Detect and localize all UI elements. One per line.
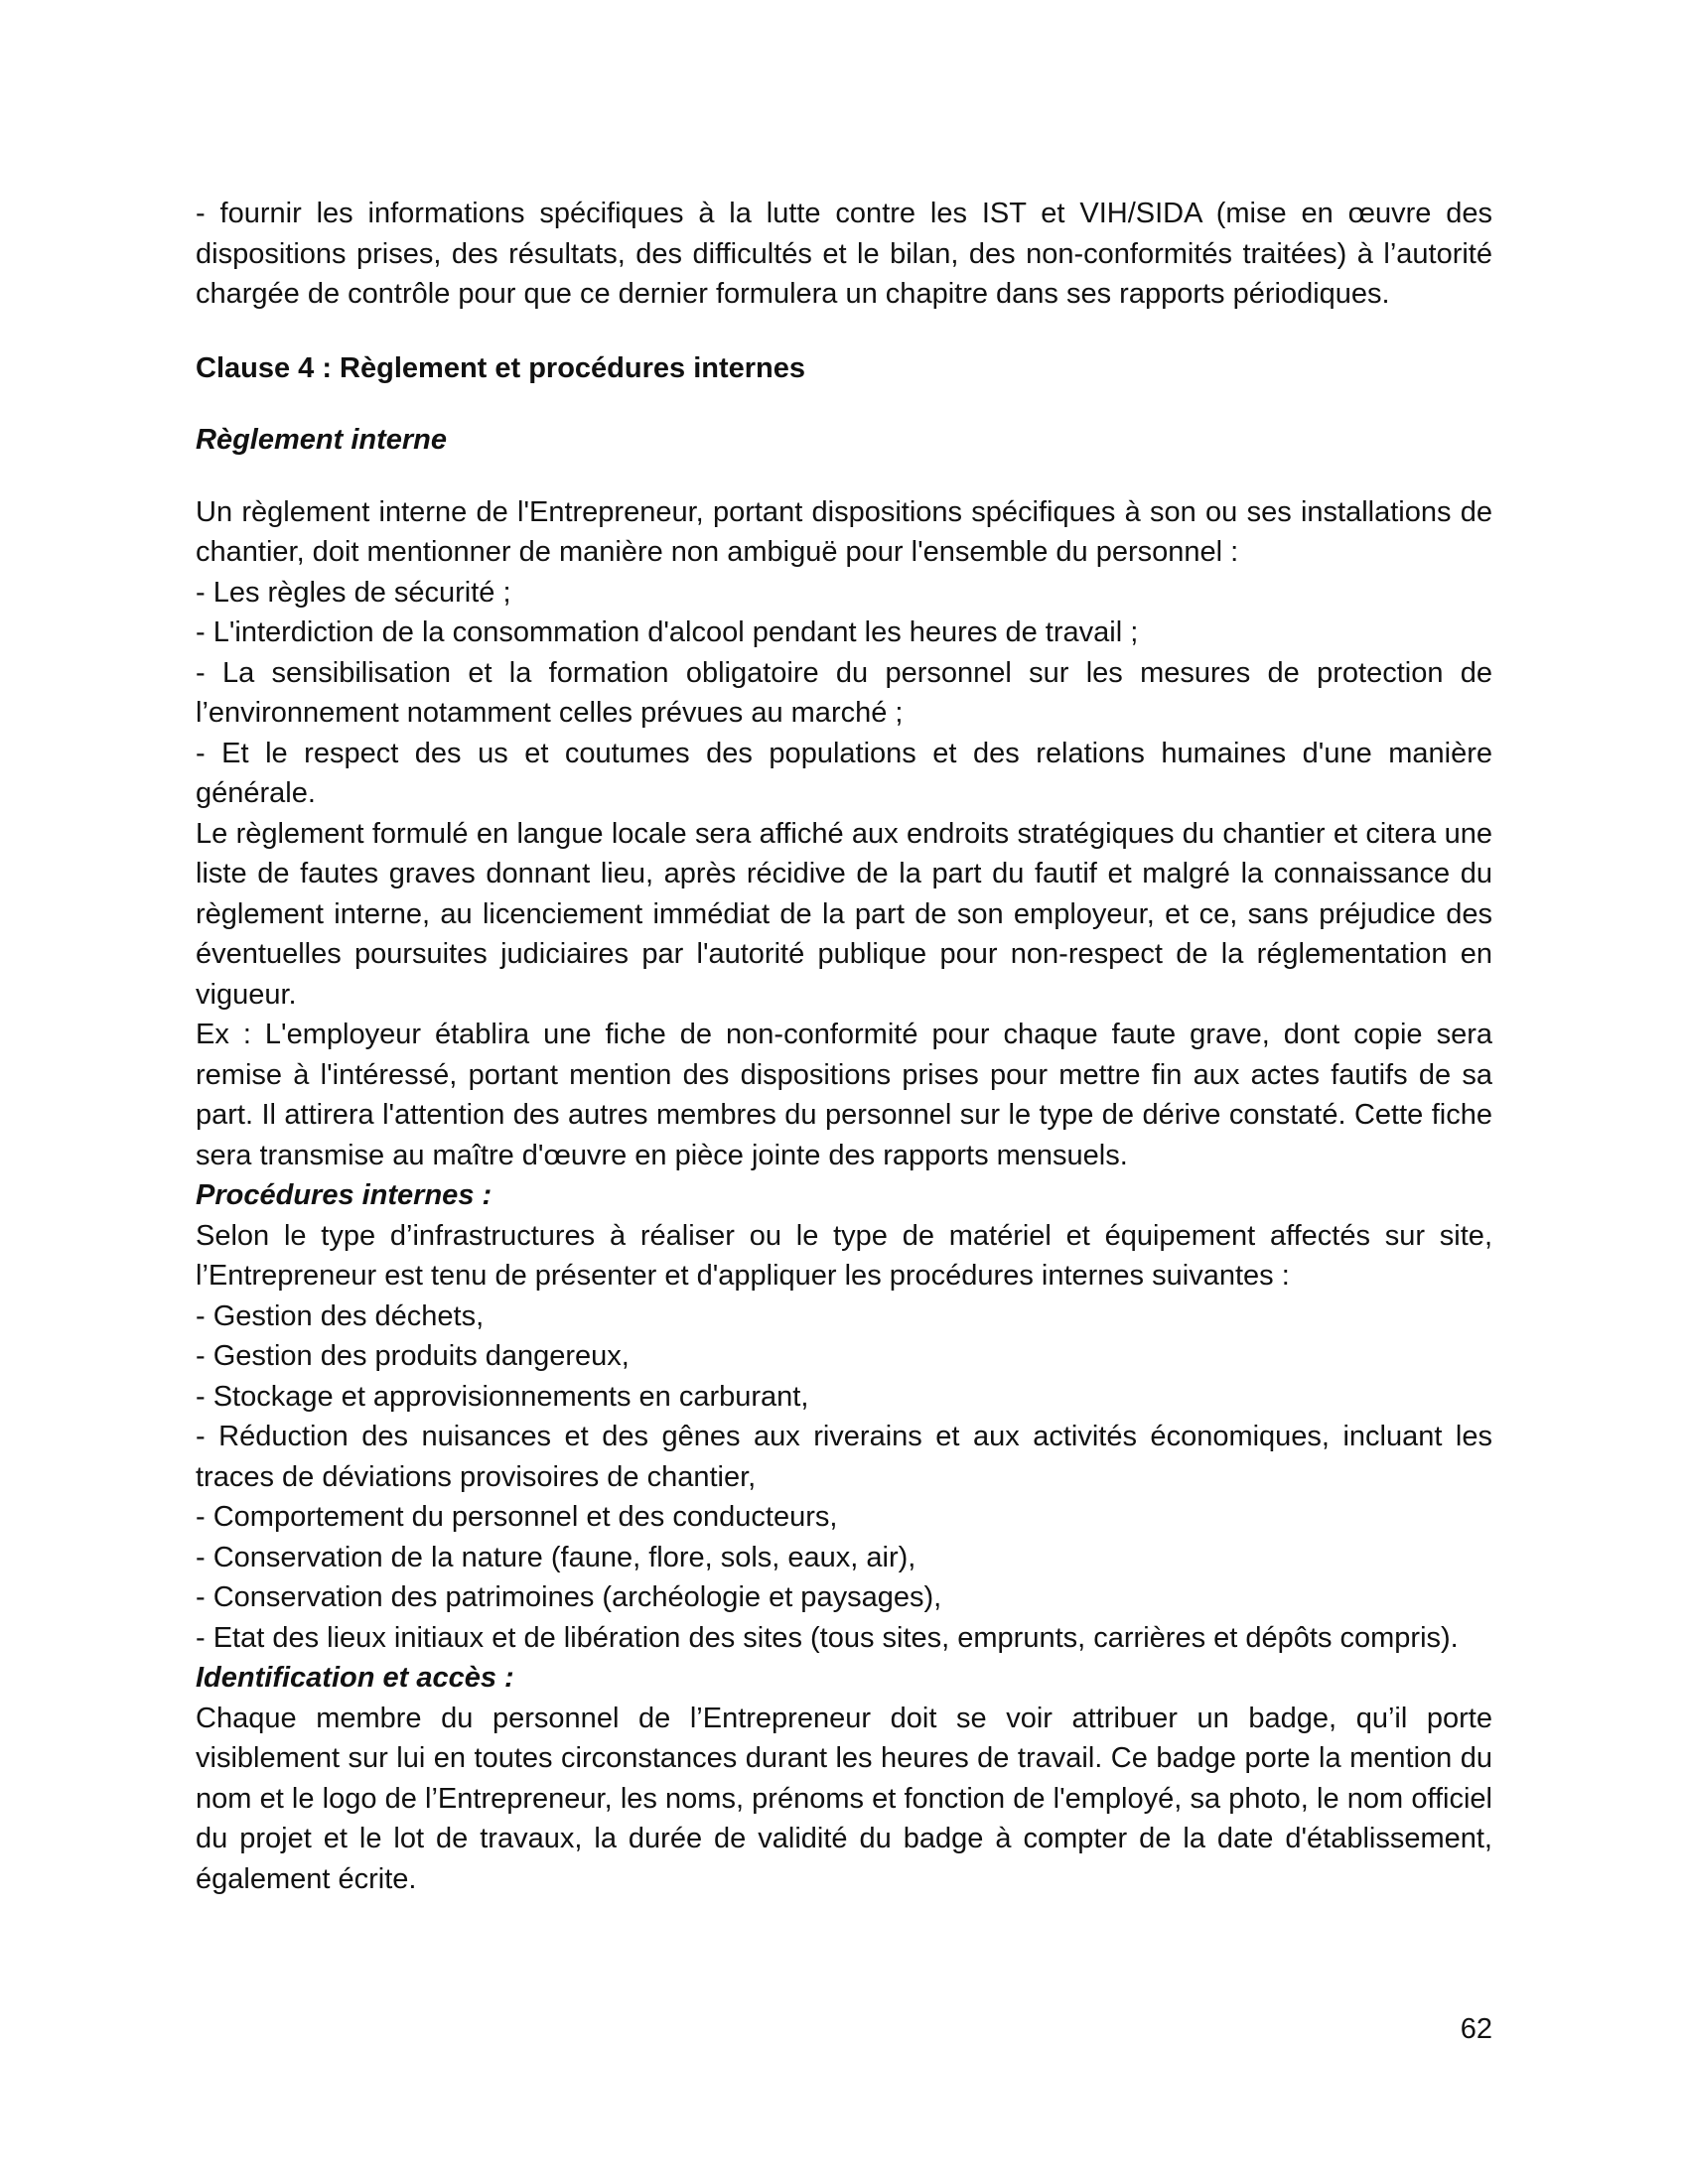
clause-title: Clause 4 : Règlement et procédures internes bbox=[196, 351, 806, 384]
procedure-item: - Gestion des déchets, bbox=[196, 1299, 485, 1332]
intro-paragraph: - fournir les informations spécifiques à la lutte contre les IST et VIH/SIDA (mise en œuvre des dispositions prises, des résultats, des difficultés et le bilan, des non-conformités traitées) à l’autorité chargée de contrôle pour que ce dernier formulera un chapitre dans ses rapports périodiques. bbox=[196, 198, 1492, 310]
procedure-item: - Conservation de la nature (faune, flore, sols, eaux, air), bbox=[196, 1541, 916, 1573]
procedure-item: - Réduction des nuisances et des gênes aux riverains et aux activités économiques, incluant les traces de déviations provisoires de chantier, bbox=[196, 1421, 1492, 1493]
reglement-display-paragraph: Le règlement formulé en langue locale sera affiché aux endroits stratégiques du chantier et citera une liste de fautes graves donnant lieu, après récidive de la part du fautif et malgré la connaissance du règlement interne, au licenciement immédiat de la part de son employeur, et ce, sans préjudice des éventuelles poursuites judiciaires par l'autorité publique pour non-respect de la réglementation en vigueur. bbox=[196, 817, 1492, 1011]
reglement-item: - Les règles de sécurité ; bbox=[196, 576, 511, 609]
reglement-example-paragraph: Ex : L'employeur établira une fiche de non-conformité pour chaque faute grave, dont copie sera remise à l'intéressé, portant mention des dispositions prises pour mettre fin aux actes fautifs de sa part. Il attirera l'attention des autres membres du personnel sur le type de dérive constaté. Cette fiche sera transmise au maître d'œuvre en pièce jointe des rapports mensuels. bbox=[196, 1019, 1492, 1171]
reglement-item: - L'interdiction de la consommation d'alcool pendant les heures de travail ; bbox=[196, 616, 1139, 648]
reglement-item: - Et le respect des us et coutumes des populations et des relations humaines d'une manière générale. bbox=[196, 737, 1492, 809]
procedure-item: - Comportement du personnel et des conducteurs, bbox=[196, 1501, 838, 1533]
page-number: 62 bbox=[1460, 2013, 1492, 2045]
procedure-item: - Stockage et approvisionnements en carburant, bbox=[196, 1380, 809, 1413]
identification-title: Identification et accès : bbox=[196, 1662, 514, 1694]
identification-paragraph: Chaque membre du personnel de l’Entrepreneur doit se voir attribuer un badge, qu’il porte visiblement sur lui en toutes circonstances durant les heures de travail. Ce badge porte la mention du nom et le logo de l’Entrepreneur, les noms, prénoms et fonction de l'employé, sa photo, le nom officiel du projet et le lot de travaux, la durée de validité du badge à compter de la date d'établissement, également écrite. bbox=[196, 1702, 1492, 1895]
document-page bbox=[196, 194, 1492, 1899]
reglement-interne-title: Règlement interne bbox=[196, 424, 447, 456]
reglement-item: - La sensibilisation et la formation obligatoire du personnel sur les mesures de protection de l’environnement notamment celles prévues au marché ; bbox=[196, 656, 1492, 729]
procedure-item: - Gestion des produits dangereux, bbox=[196, 1340, 630, 1372]
procedures-intro: Selon le type d’infrastructures à réaliser ou le type de matériel et équipement affectés sur site, l’Entrepreneur est tenu de présenter et d'appliquer les procédures internes suivantes : bbox=[196, 1219, 1492, 1292]
procedure-item: - Conservation des patrimoines (archéologie et paysages), bbox=[196, 1581, 942, 1613]
procedure-item: - Etat des lieux initiaux et de libération des sites (tous sites, emprunts, carrières et dépôts compris). bbox=[196, 1621, 1459, 1654]
reglement-intro: Un règlement interne de l'Entrepreneur, portant dispositions spécifiques à son ou ses installations de chantier, doit mentionner de manière non ambiguë pour l'ensemble du personnel : bbox=[196, 495, 1492, 568]
procedures-internes-title: Procédures internes : bbox=[196, 1179, 492, 1211]
